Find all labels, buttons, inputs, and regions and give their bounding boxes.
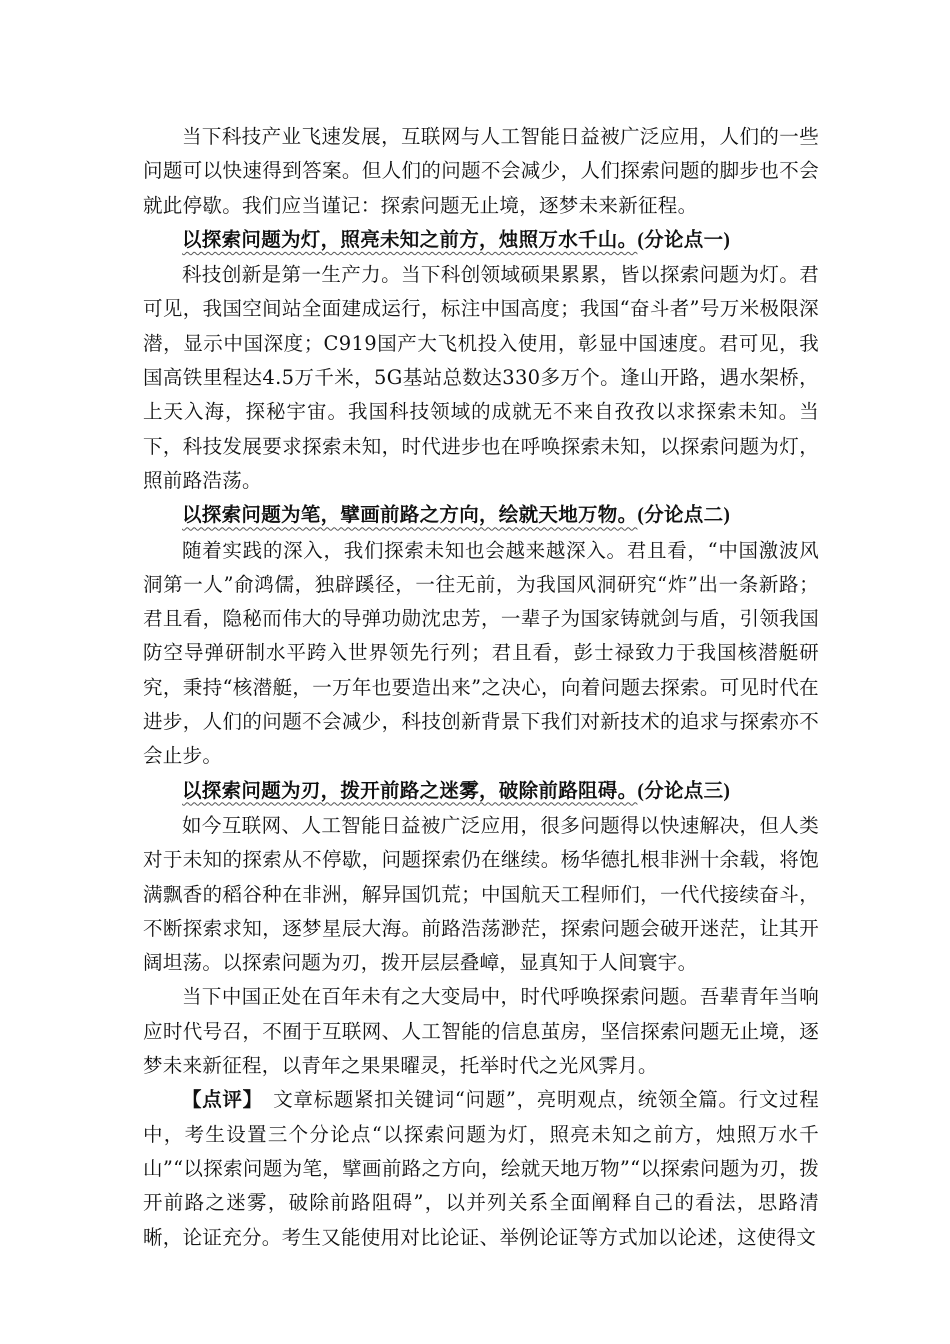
sub-argument-1-tag: (分论点一) <box>637 229 731 251</box>
comment-body: 文章标题紧扣关键词“问题”，亮明观点，统领全篇。行文过程中，考生设置三个分论点“以探索问题为灯，照亮未知之前方，烛照万水千山”“以探索问题为笔，擘画前路之方向，绘就天地万物”“以探索问题为刃，拨开前路之迷雾，破除前路阻碍”，以并列关系全面阐释自己的看法，思路清晰，论证充分。考生又能使用对比论证、举例论证等方式加以论述，这使得文 <box>143 1088 820 1249</box>
sub-argument-3-tag: (分论点三) <box>637 780 731 802</box>
sub-argument-1 <box>143 223 819 258</box>
sub-argument-2-text: 以探索问题为笔，擘画前路之方向，绘就天地万物。 <box>182 503 638 527</box>
sub-argument-1-text: 以探索问题为灯，照亮未知之前方，烛照万水千山。 <box>182 227 638 251</box>
comment-paragraph <box>143 1083 819 1254</box>
essay-page <box>143 120 819 1255</box>
body-paragraph-3: 如今互联网、人工智能日益被广泛应用，很多问题得以快速解决，但人类对于未知的探索从不停歇，问题探索仍在继续。杨华德扎根非洲十余载，将饱满飘香的稻谷种在非洲，解异国饥荒；中国航天工程师们，一代代接续奋斗，不断探索求知，逐梦星辰大海。前路浩荡渺茫，探索问题会破开迷茫，让其开阔坦荡。以探索问题为刃，拨开层层叠嶂，显真知于人间寰宇。 <box>143 813 819 975</box>
sub-argument-3-text: 以探索问题为刃，拨开前路之迷雾，破除前路阻碍。 <box>182 778 638 802</box>
sub-argument-2 <box>143 498 819 533</box>
comment-label: 【点评】 <box>182 1088 254 1112</box>
body-paragraph-1: 科技创新是第一生产力。当下科创领域硕果累累，皆以探索问题为灯。君可见，我国空间站全面建成运行，标注中国高度；我国“奋斗者”号万米极限深潜，显示中国深度；C919国产大飞机投入使用，彰显中国速度。君可见，我国高铁里程达4.5万千米，5G基站总数达330多万个。逢山开路，遇水架桥，上天入海，探秘宇宙。我国科技领域的成就无不来自孜孜以求探索未知。当下，科技发展要求探索未知，时代进步也在呼唤探索未知，以探索问题为灯，照前路浩荡。 <box>143 263 819 492</box>
sub-argument-3 <box>143 774 819 809</box>
body-paragraph-2: 随着实践的深入，我们探索未知也会越来越深入。君且看，“中国激波风洞第一人”俞鸿儒，独辟蹊径，一往无前，为我国风洞研究“炸”出一条新路；君且看，隐秘而伟大的导弹功勋沈忠芳，一辈子为国家铸就剑与盾，引领我国防空导弹研制水平跨入世界领先行列；君且看，彭士禄致力于我国核潜艇研究，秉持“核潜艇，一万年也要造出来”之决心，向着问题去探索。可见时代在进步，人们的问题不会减少，科技创新背景下我们对新技术的追求与探索亦不会止步。 <box>143 538 819 768</box>
intro-paragraph: 当下科技产业飞速发展，互联网与人工智能日益被广泛应用，人们的一些问题可以快速得到答案。但人们的问题不会减少，人们探索问题的脚步也不会就此停歇。我们应当谨记：探索问题无止境，逐梦未来新征程。 <box>143 125 819 217</box>
sub-argument-2-tag: (分论点二) <box>637 505 731 527</box>
conclusion-paragraph: 当下中国正处在百年未有之大变局中，时代呼唤探索问题。吾辈青年当响应时代号召，不囿于互联网、人工智能的信息茧房，坚信探索问题无止境，逐梦未来新征程，以青年之果果曜灵，托举时代之光风霁月。 <box>143 985 819 1078</box>
